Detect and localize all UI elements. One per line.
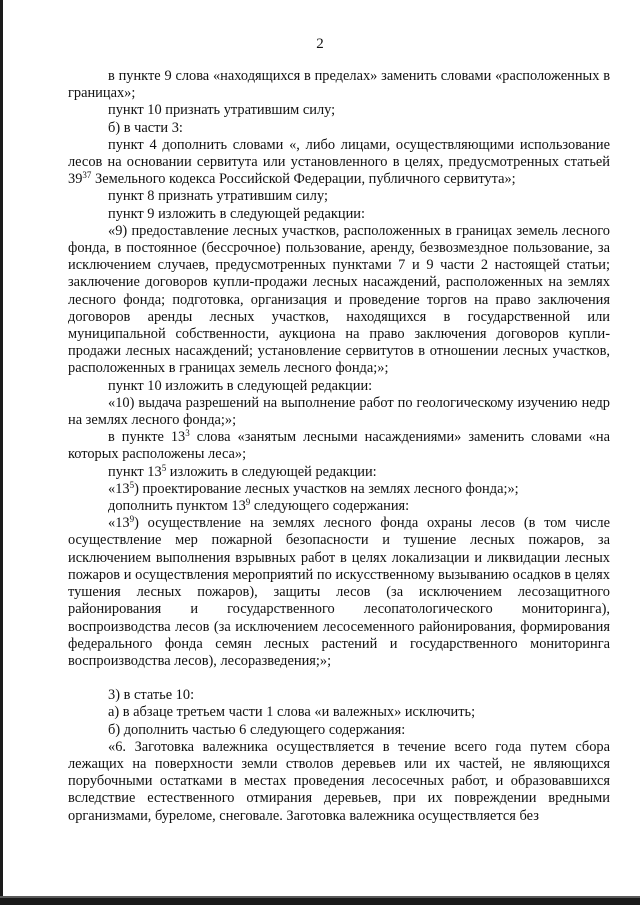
paragraph-text: дополнить пунктом 13	[108, 498, 246, 515]
paragraph-text: «10) выдача разрешений на выполнение работ по геологическому изучению недр на землях лесного фонда;»;	[68, 394, 610, 429]
paragraph-17	[68, 722, 610, 739]
paragraph-text: «13	[108, 515, 130, 532]
paragraph-text: б) в части 3:	[108, 119, 183, 136]
paragraph-13	[68, 498, 610, 515]
document-body	[68, 68, 610, 825]
paragraph-text: пункт 8 признать утратившим силу;	[108, 188, 328, 205]
paragraph-1	[68, 68, 610, 102]
superscript: 5	[161, 462, 167, 473]
paragraph-text: пункт 10 изложить в следующей редакции:	[108, 377, 373, 394]
paragraph-4	[68, 137, 610, 189]
paragraph-text: б) дополнить частью 6 следующего содержания:	[108, 721, 406, 738]
paragraph-text: 3) в статье 10:	[108, 687, 195, 704]
superscript: 9	[129, 514, 135, 525]
page-number: 2	[316, 36, 324, 52]
paragraph-text-tail: Земельного кодекса Российской Федерации, публичного сервитута»;	[91, 171, 516, 188]
paragraph-text: пункт 13	[108, 463, 162, 480]
paragraph-5	[68, 188, 610, 205]
paragraph-text: «6. Заготовка валежника осуществляется в течение всего года путем сбора лежащих на поверхности земли стволов деревьев или их частей, не являющихся порубочными остатками в местах проведения лесосечных работ, и образовавшихся вследствие естественного отмирания деревьев, при их повреждении вредными организмами, буреломе, снеговале. Заготовка валежника осуществляется без	[68, 738, 610, 824]
paragraph-text: пункт 10 признать утратившим силу;	[108, 102, 336, 119]
paragraph-11	[68, 464, 610, 481]
paragraph-text-tail: слова «занятым лесными насаждениями» заменить словами «на которых расположены леса»;	[68, 429, 610, 463]
paragraph-text: «9) предоставление лесных участков, расположенных в границах земель лесного фонда, в постоянное (бессрочное) пользование, аренду, безвозмездное пользование, за исключением случаев, предусмотренных пунктами 7 и 9 части 2 настоящей статьи; заключение договоров купли-продажи лесных насаждений, расположенных на землях лесного фонда; подготовка, организация и проведение торгов на право заключения договоров аренды лесных участков, находящихся в государственной или муниципальной собственности, аукциона на право заключения договоров купли-продажи лесных насаждений; установление сервитутов в отношении лесных участков, расположенных в границах земель лесного фонда;»;	[68, 222, 610, 377]
scan-edge-bottom-shade	[0, 896, 640, 898]
paragraph-text-tail: следующего содержания:	[250, 498, 410, 515]
paragraph-18	[68, 739, 610, 825]
superscript: 37	[82, 170, 92, 181]
scan-edge-bottom	[0, 898, 640, 905]
paragraph-16	[68, 704, 610, 721]
paragraph-12	[68, 481, 610, 498]
paragraph-3	[68, 120, 610, 137]
paragraph-text: а) в абзаце третьем части 1 слова «и валежных» исключить;	[108, 704, 476, 721]
paragraph-10	[68, 429, 610, 463]
superscript: 5	[129, 479, 135, 490]
scan-edge-left	[0, 0, 3, 905]
paragraph-2	[68, 102, 610, 119]
paragraph-text-tail: изложить в следующей редакции:	[166, 463, 377, 480]
paragraph-text: «13	[108, 480, 130, 497]
paragraph-text: в пункте 13	[108, 429, 186, 446]
superscript: 9	[245, 497, 251, 508]
paragraph-15	[68, 687, 610, 704]
superscript: 3	[185, 428, 190, 439]
paragraph-text: пункт 9 изложить в следующей редакции:	[108, 205, 365, 222]
paragraph-8	[68, 378, 610, 395]
paragraph-text: пункт 4 дополнить словами «, либо лицами, осуществляющими использование лесов на основании сервитута или установленного в целях, предусмотренных статьей 39	[68, 136, 610, 188]
paragraph-7	[68, 223, 610, 378]
paragraph-text-tail: ) осуществление на землях лесного фонда охраны лесов (в том числе осуществление мер пожарной безопасности и тушение лесных пожаров, за исключением выполнения взрывных работ в целях локализации и ликвидации лесных пожаров и осуществления мероприятий по искусственному вызыванию осадков в целях тушения лесных пожаров), защиты лесов (за исключением лесозащитного районирования и государственного лесопатологического мониторинга), воспроизводства лесов (за исключением лесосеменного районирования, формирования федерального фонда семян лесных растений и государственного мониторинга воспроизводства лесов), лесоразведения;»;	[68, 515, 610, 669]
paragraph-text-tail: ) проектирование лесных участков на землях лесного фонда;»;	[134, 480, 519, 497]
paragraph-6	[68, 206, 610, 223]
paragraph-text: в пункте 9 слова «находящихся в пределах» заменить словами «расположенных в границах»;	[68, 68, 610, 102]
paragraph-14	[68, 515, 610, 670]
paragraph-9	[68, 395, 610, 429]
